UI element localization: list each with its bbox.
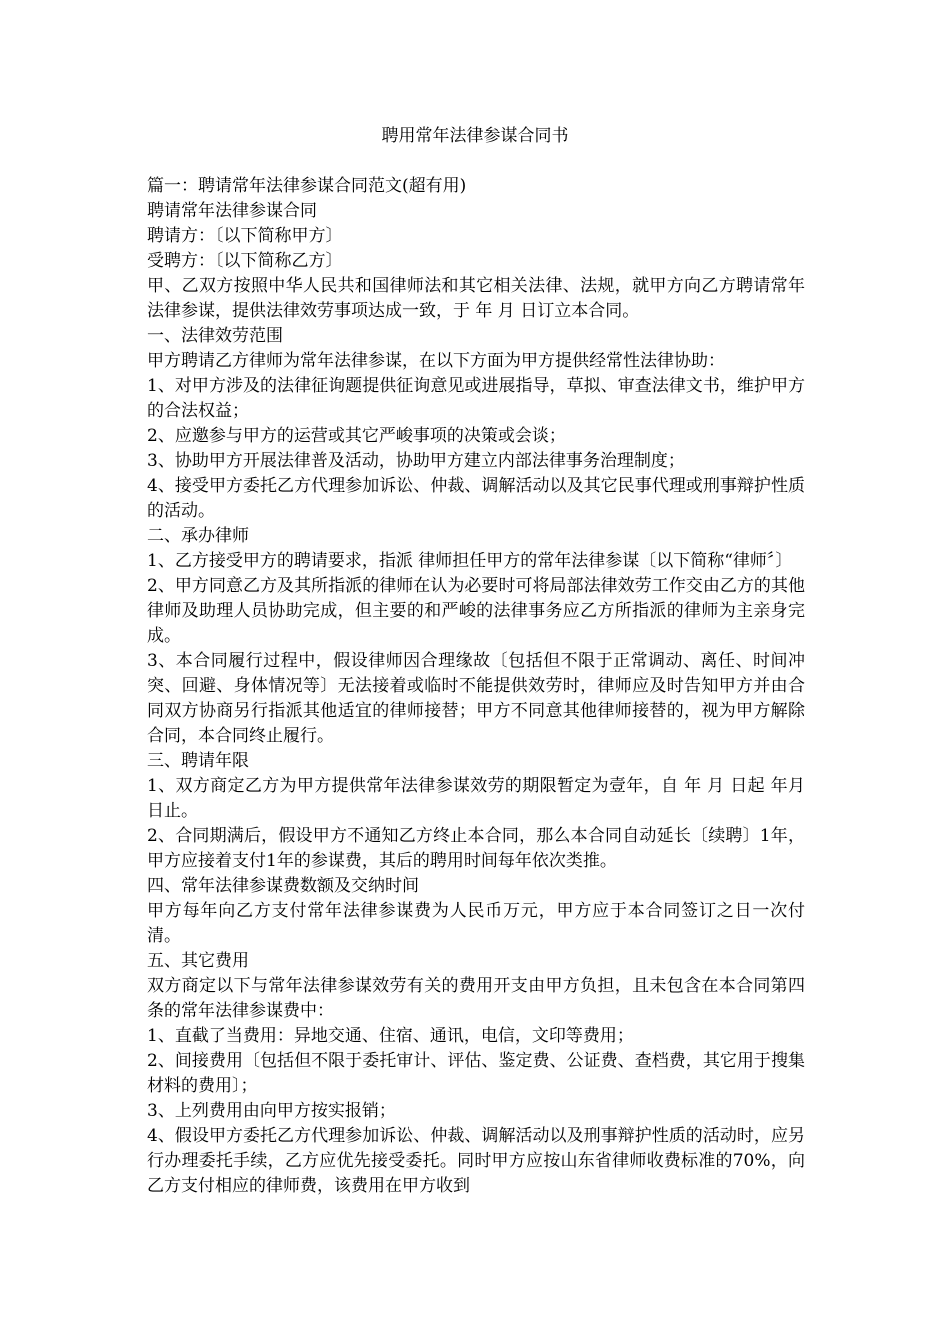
document-title: 聘用常年法律参谋合同书 bbox=[381, 126, 569, 146]
paragraph: 2、合同期满后，假设甲方不通知乙方终止本合同，那么本合同自动延长〔续聘〕1年，甲方应接着支付1年的参谋费，其后的聘用时间每年依次类推。 bbox=[147, 826, 805, 871]
paragraph: 1、乙方接受甲方的聘请要求，指派 律师担任甲方的常年法律参谋〔以下简称“律师〞〕 bbox=[147, 551, 793, 571]
paragraph: 甲方聘请乙方律师为常年法律参谋，在以下方面为甲方提供经常性法律协助： bbox=[147, 351, 725, 371]
paragraph: 3、本合同履行过程中，假设律师因合理缘故〔包括但不限于正常调动、离任、时间冲突、回避、身体情况等〕无法接着或临时不能提供效劳时，律师应及时告知甲方并由合同双方协商另行指派其他适宜的律师接替；甲方不同意其他律师接替的，视为甲方解除合同，本合同终止履行。 bbox=[147, 651, 805, 746]
section-heading: 四、常年法律参谋费数额及交纳时间 bbox=[147, 876, 419, 896]
paragraph: 1、双方商定乙方为甲方提供常年法律参谋效劳的期限暂定为壹年，自 年 月 日起 年月 日止。 bbox=[147, 776, 805, 821]
paragraph: 篇一：聘请常年法律参谋合同范文(超有用) bbox=[147, 176, 467, 196]
paragraph: 甲方每年向乙方支付常年法律参谋费为人民币万元，甲方应于本合同签订之日一次付清。 bbox=[147, 901, 805, 946]
paragraph: 4、接受甲方委托乙方代理参加诉讼、仲裁、调解活动以及其它民事代理或刑事辩护性质的活动。 bbox=[147, 476, 805, 521]
paragraph: 4、假设甲方委托乙方代理参加诉讼、仲裁、调解活动以及刑事辩护性质的活动时，应另行办理委托手续，乙方应优先接受委托。同时甲方应按山东省律师收费标准的70%，向乙方支付相应的律师费，该费用在甲方收到 bbox=[147, 1126, 805, 1196]
paragraph: 受聘方：〔以下简称乙方〕 bbox=[147, 251, 343, 271]
section-heading: 五、其它费用 bbox=[147, 951, 249, 971]
section-heading: 三、聘请年限 bbox=[147, 751, 249, 771]
paragraph: 2、间接费用〔包括但不限于委托审计、评估、鉴定费、公证费、查档费，其它用于搜集材料的费用〕； bbox=[147, 1051, 805, 1096]
section-heading: 一、法律效劳范围 bbox=[147, 326, 283, 346]
paragraph: 1、直截了当费用：异地交通、住宿、通讯，电信，文印等费用； bbox=[147, 1026, 634, 1046]
paragraph: 聘请常年法律参谋合同 bbox=[147, 201, 317, 221]
document-body bbox=[147, 174, 805, 1199]
paragraph: 2、应邀参与甲方的运营或其它严峻事项的决策或会谈； bbox=[147, 426, 566, 446]
paragraph: 2、甲方同意乙方及其所指派的律师在认为必要时可将局部法律效劳工作交由乙方的其他律师及助理人员协助完成，但主要的和严峻的法律事务应乙方所指派的律师为主亲身完成。 bbox=[147, 576, 805, 646]
paragraph: 聘请方：〔以下简称甲方〕 bbox=[147, 226, 343, 246]
paragraph: 3、上列费用由向甲方按实报销； bbox=[147, 1101, 396, 1121]
paragraph: 1、对甲方涉及的法律征询题提供征询意见或进展指导，草拟、审查法律文书，维护甲方的合法权益； bbox=[147, 376, 805, 421]
section-heading: 二、承办律师 bbox=[147, 526, 249, 546]
paragraph: 甲、乙双方按照中华人民共和国律师法和其它相关法律、法规，就甲方向乙方聘请常年法律参谋，提供法律效劳事项达成一致，于 年 月 日订立本合同。 bbox=[147, 276, 805, 321]
paragraph: 3、协助甲方开展法律普及活动，协助甲方建立内部法律事务治理制度； bbox=[147, 451, 685, 471]
paragraph: 双方商定以下与常年法律参谋效劳有关的费用开支由甲方负担，且未包含在本合同第四条的常年法律参谋费中： bbox=[147, 976, 805, 1021]
